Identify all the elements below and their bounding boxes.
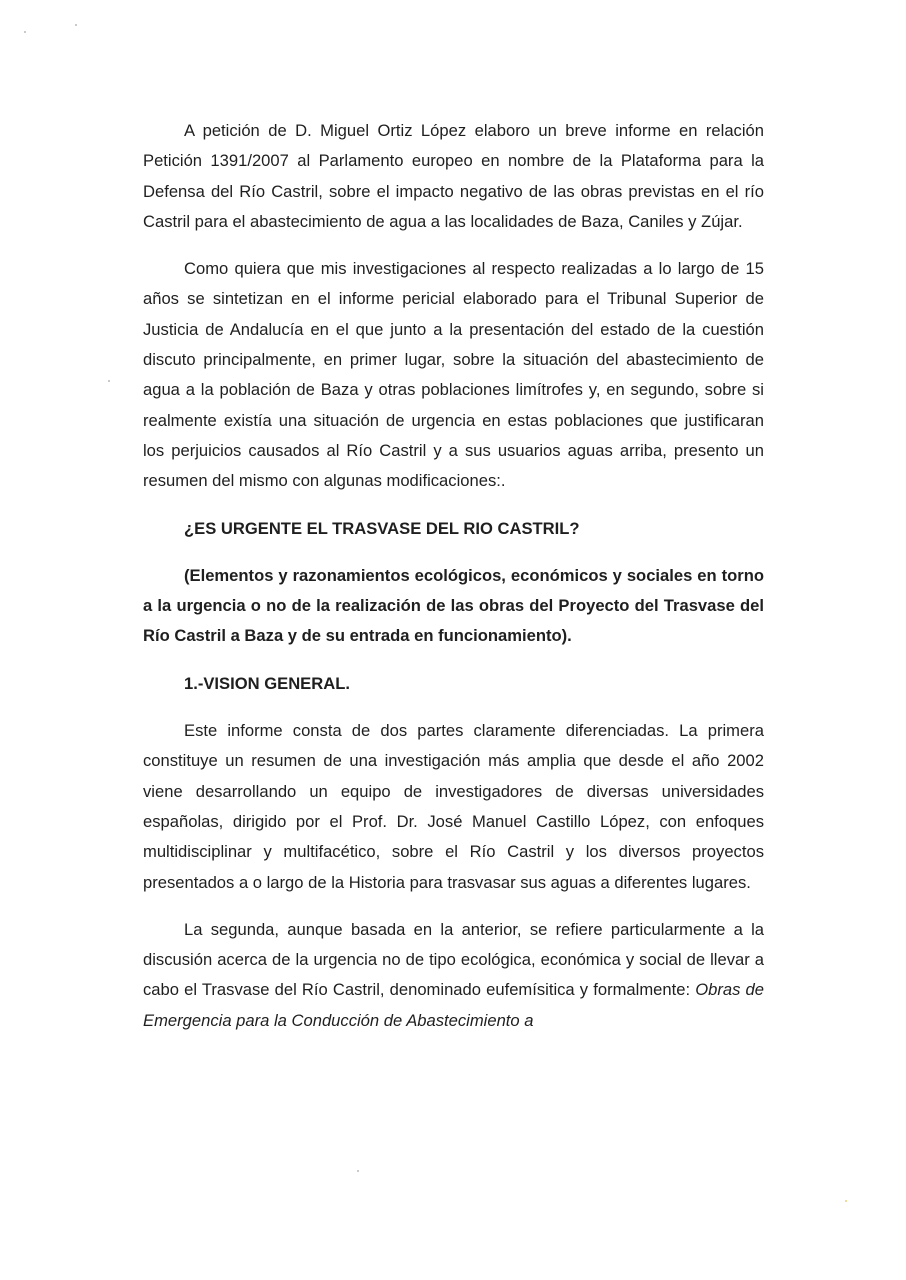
second-part-text: La segunda, aunque basada en la anterior, se refiere particularmente a la discusión acerca de la urgencia no de tipo ecológica, económica y social de llevar a cabo el Trasvase del Río Castril, denominado eufemísitica y formalmente: (143, 919, 764, 1000)
subtitle-paragraph: (Elementos y razonamientos ecológicos, económicos y sociales en torno a la urgencia o no de la realización de las obras del Proyecto del Trasvase del Río Castril a Baza y de su entrada en funcionamiento). (143, 565, 764, 646)
section-heading: 1.-VISION GENERAL. (184, 673, 350, 693)
scan-speck (845, 1200, 847, 1202)
scan-speck (75, 24, 77, 26)
document-body (143, 116, 764, 1036)
scan-speck (108, 380, 110, 382)
intro-paragraph: A petición de D. Miguel Ortiz López elaboro un breve informe en relación Petición 1391/2007 al Parlamento europeo en nombre de la Plataforma para la Defensa del Río Castril, sobre el impacto negativo de las obras previstas en el río Castril para el abastecimiento de agua a las localidades de Baza, Caniles y Zújar. (143, 121, 764, 231)
scan-speck (24, 31, 26, 33)
question-heading: ¿ES URGENTE EL TRASVASE DEL RIO CASTRIL? (184, 518, 580, 538)
overview-paragraph: Este informe consta de dos partes claramente diferenciadas. La primera constituye un resumen de una investigación más amplia que desde el año 2002 viene desarrollando un equipo de investigadores de diversas universidades españolas, dirigido por el Prof. Dr. José Manuel Castillo López, con enfoques multidisciplinar y multifacético, sobre el Río Castril y los diversos proyectos presentados a o largo de la Historia para trasvasar sus aguas a diferentes lugares. (143, 721, 764, 892)
scan-speck (357, 1170, 359, 1172)
second-part-paragraph (143, 915, 764, 1036)
research-paragraph: Como quiera que mis investigaciones al respecto realizadas a lo largo de 15 años se sintetizan en el informe pericial elaborado para el Tribunal Superior de Justicia de Andalucía en el que junto a la presentación del estado de la cuestión discuto principalmente, en primer lugar, sobre la situación del abastecimiento de agua a la población de Baza y otras poblaciones limítrofes y, en segundo, sobre si realmente existía una situación de urgencia en estas poblaciones que justificaran los perjuicios causados al Río Castril y a sus usuarios aguas arriba, presento un resumen del mismo con algunas modificaciones:. (143, 259, 764, 491)
project-title-italic: Obras de Emergencia para la Conducción de Abastecimiento a (143, 980, 765, 1030)
